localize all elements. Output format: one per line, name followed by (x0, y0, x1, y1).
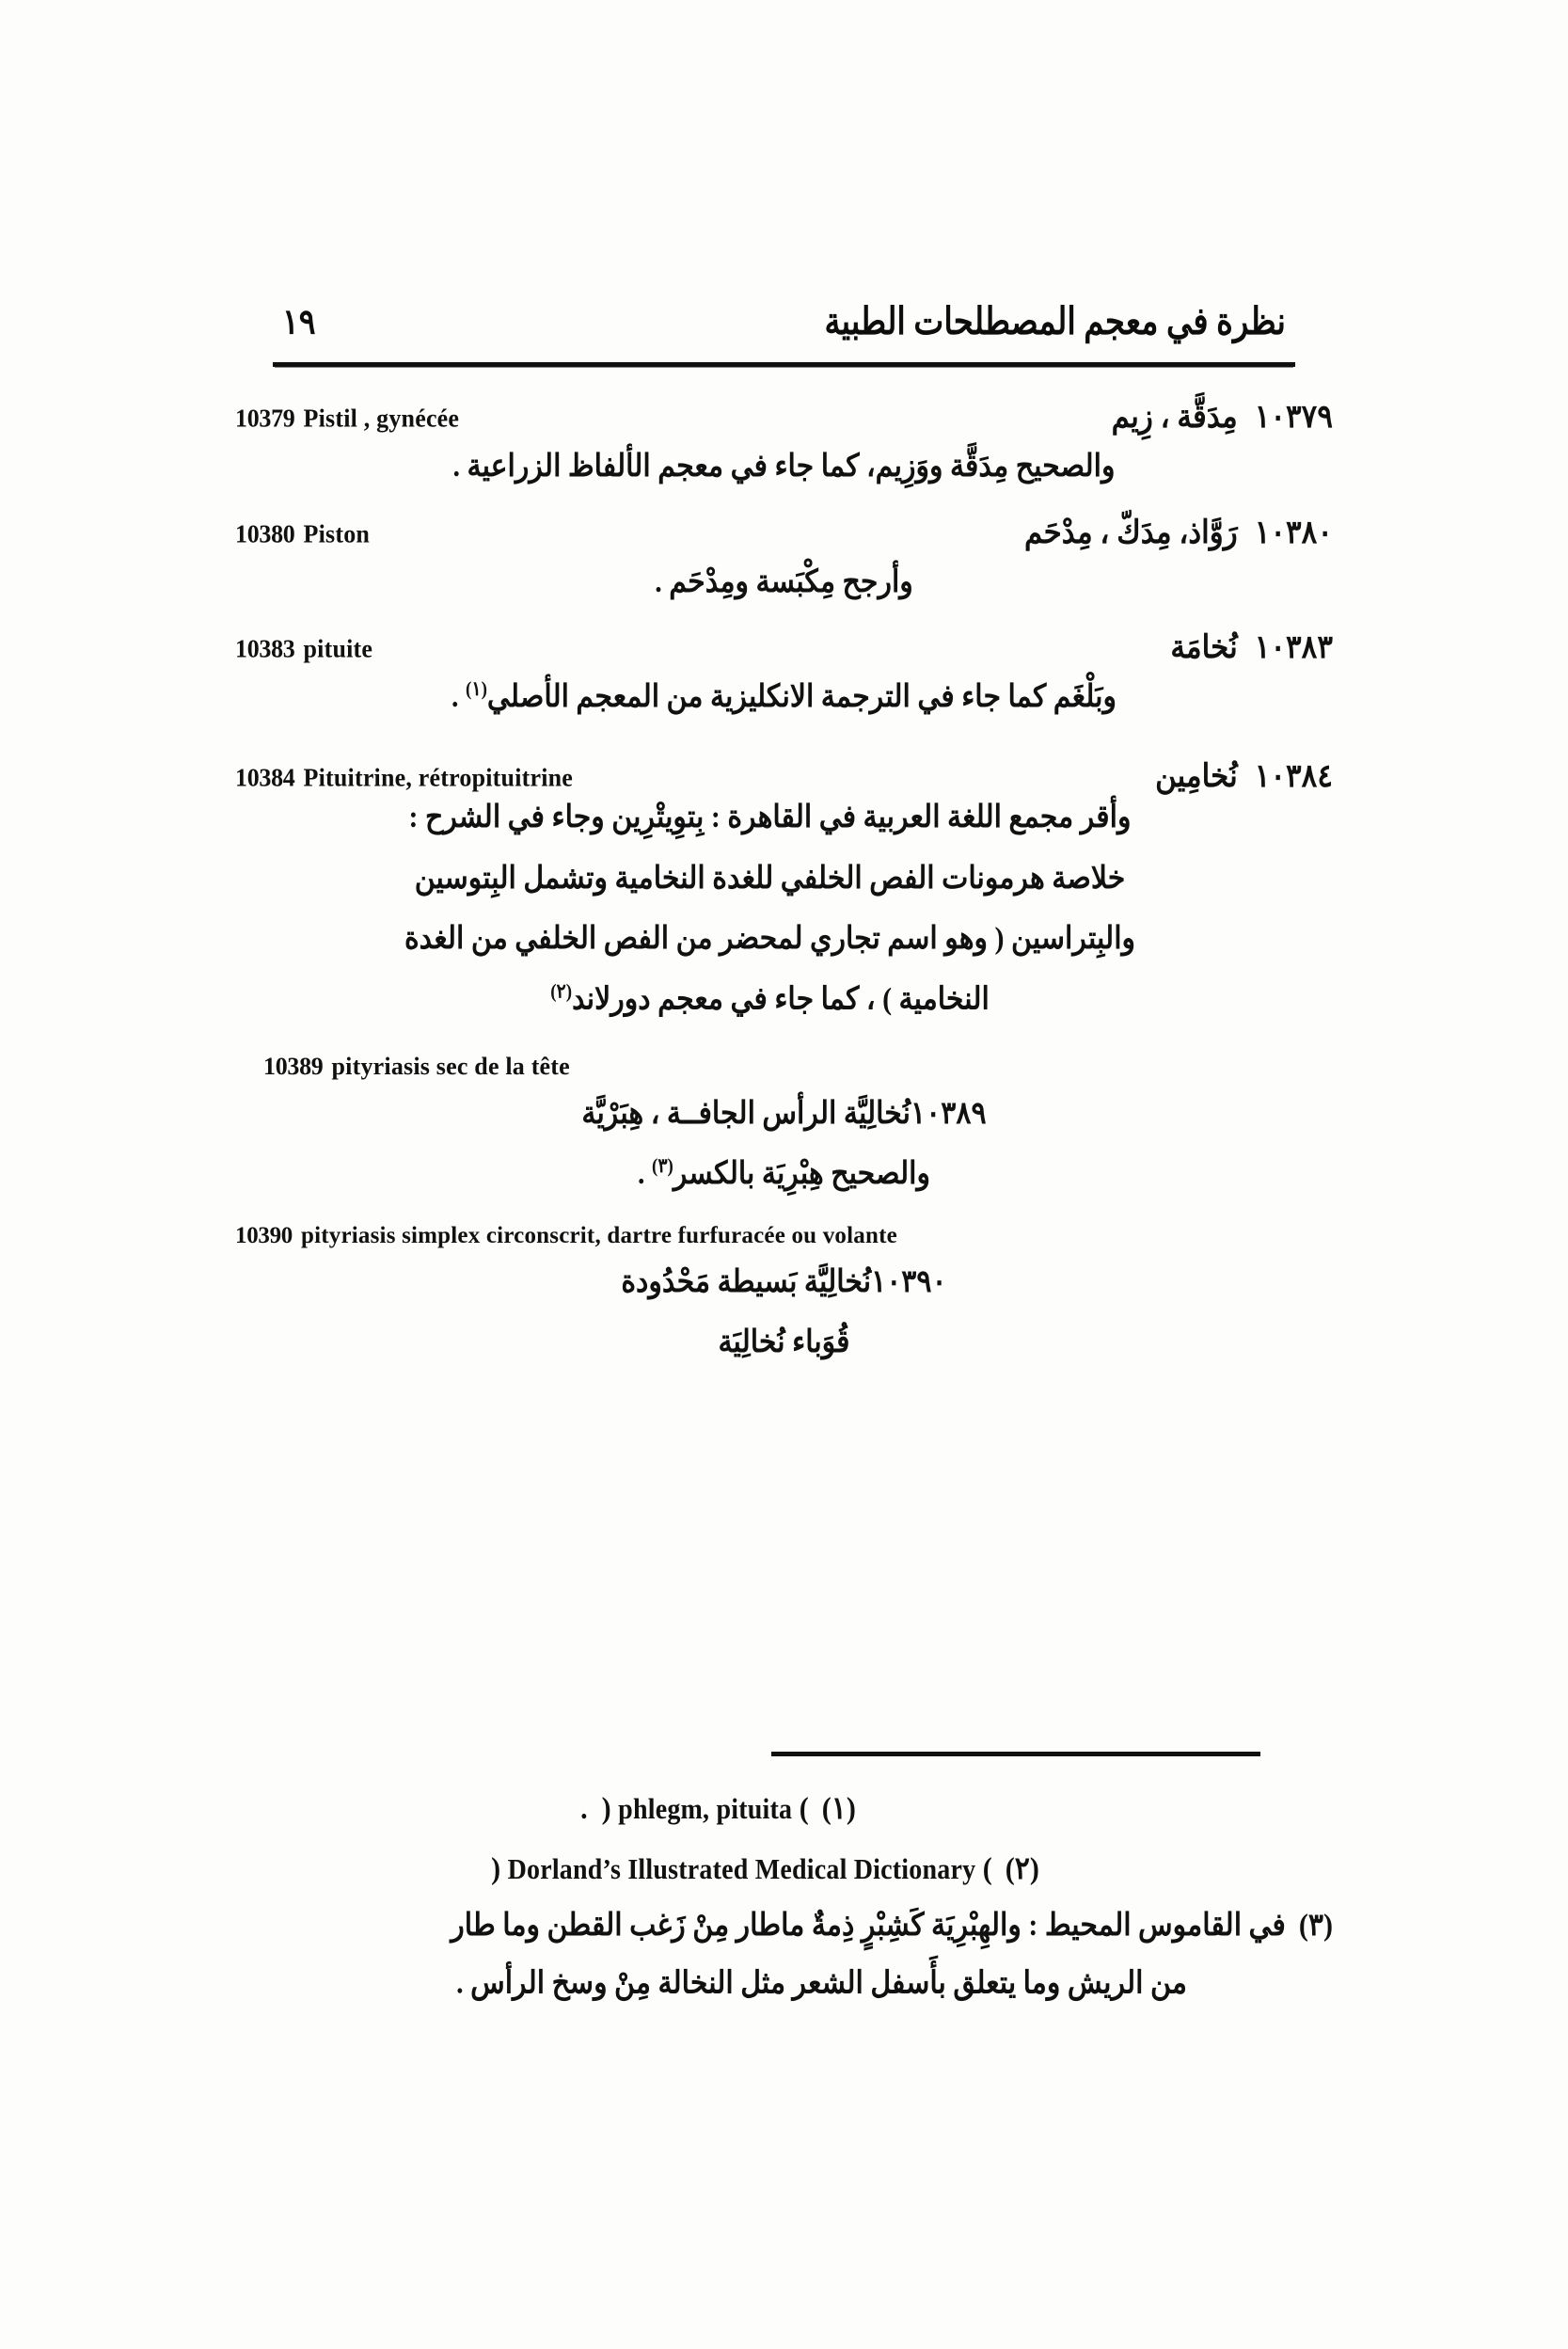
entry-headword-row (235, 1053, 1333, 1081)
arabic-entry-term: نُخالِيَّة بَسيطة مَحْدُودة (621, 1263, 872, 1299)
footnote-paren-open: ) (982, 1850, 992, 1886)
arabic-headword (1170, 628, 1333, 666)
arabic-entry-term: نُخامِين (1155, 756, 1238, 794)
footnotes-container (235, 1783, 1333, 2014)
footnote-latin-text: phlegm, pituita (618, 1793, 793, 1826)
arabic-entry-term: مِدَقَّة ، زِيم (1111, 398, 1238, 435)
latin-entry-term: pituite (303, 634, 373, 663)
entry-note (235, 787, 1333, 1029)
entry-note-line: وأقر مجمع اللغة العربية في القاهرة : بِتوِيتْرِين وجاء في الشرح : (408, 800, 1132, 834)
arabic-entry-term: نُخالِيَّة الرأس الجافــة ، هِبَرْيَّة (581, 1095, 911, 1131)
entry-headword-row (235, 513, 1333, 550)
latin-entry-term: pityriasis simplex circonscrit, dartre furfuracée ou volante (301, 1222, 897, 1248)
footnote-paren-close: ( (601, 1791, 611, 1826)
latin-headword (263, 1053, 570, 1080)
entry-note-line-last (348, 969, 1192, 1029)
footnote-marker: (٣) (1298, 1908, 1333, 1943)
arabic-headword (1112, 398, 1333, 436)
footnote-line-1: في القاموس المحيط : والهِبْرِيَة كَشِبْرٍ ذِمةٌ ماطار مِنْ زَغب القطن وما طار (451, 1908, 1286, 1943)
latin-entry-number: 10383 (235, 634, 295, 663)
latin-entry-number: 10389 (263, 1052, 324, 1080)
entry-note: والصحيح مِدَقَّة ووَزِيم، كما جاء في معجم الألفاظ الزراعية . (452, 449, 1116, 484)
spacer (235, 500, 1333, 516)
arabic-headword-row (235, 1084, 1333, 1144)
latin-headword (235, 634, 372, 664)
footnote-ref: (١) (466, 678, 487, 701)
entry-note (235, 667, 1333, 727)
entry-note-line-text: النخامية ) ، كما جاء في معجم دورلاند (572, 981, 990, 1016)
footnote-line-2: من الريش وما يتعلق بأَسفل الشعر مثل النخالة مِنْ وسخ الرأس . (456, 1965, 1187, 2000)
footnote-ref: (٣) (651, 1155, 673, 1178)
arabic-entry-number: ١٠٣٨٠ (1254, 513, 1333, 550)
entry-10389 (235, 1053, 1333, 1202)
entry-10379 (235, 400, 1333, 495)
running-head (282, 282, 1286, 341)
entry-headword-row (235, 630, 1333, 664)
entries-container (235, 400, 1333, 1376)
arabic-headword (1024, 514, 1333, 551)
footnote-latin-text: Dorland’s Illustrated Medical Dictionary (507, 1853, 976, 1886)
latin-entry-term: Pituitrine, rétropituitrine (303, 762, 574, 792)
spacer (235, 615, 1333, 630)
entry-10380 (235, 513, 1333, 611)
entry-note (235, 1144, 1333, 1204)
entry-note-text: والصحيح هِبْرِيَة بالكسر (673, 1156, 930, 1191)
footnote-1 (235, 1780, 1333, 1837)
arabic-entry-number: ١٠٣٨٩ (911, 1095, 987, 1131)
footnote-marker: (١) (821, 1791, 856, 1826)
arabic-entry-number: ١٠٣٩٠ (871, 1263, 947, 1299)
running-head-title: نظرة في معجم المصطلحات الطبية (824, 301, 1286, 343)
entry-note: وأرجح مِكْبَسة ومِدْحَم . (655, 563, 913, 599)
footnote-tail: . (580, 1791, 588, 1826)
latin-entry-number: 10379 (235, 404, 295, 433)
entry-headword-row (235, 1223, 1333, 1249)
arabic-entry-number: ١٠٣٨٣ (1254, 628, 1333, 665)
footnote-marker: (٢) (1005, 1850, 1039, 1886)
latin-headword (235, 1223, 897, 1248)
latin-headword (235, 404, 459, 434)
spacer (235, 731, 1333, 759)
latin-entry-number: 10384 (235, 762, 295, 792)
footnote-3 (235, 1897, 1333, 2011)
entry-headword-row (235, 400, 1333, 434)
arabic-entry-number: ١٠٣٧٩ (1254, 398, 1333, 435)
arabic-entry-number: ١٠٣٨٤ (1254, 756, 1333, 794)
spacer (235, 1208, 1333, 1223)
footnote-ref: (٢) (550, 979, 573, 1003)
entry-10384 (235, 756, 1333, 1019)
arabic-entry-term-secondary: قُوَباء نُخالِيَة (718, 1325, 850, 1359)
latin-entry-number: 10390 (235, 1222, 293, 1248)
arabic-entry-term: نُخامَة (1170, 628, 1238, 665)
latin-headword (235, 519, 370, 549)
entry-note-tail: . (451, 679, 467, 714)
footnote-rule (771, 1752, 1260, 1756)
latin-entry-term: Pistil , gynécée (303, 404, 460, 433)
latin-entry-number: 10380 (235, 518, 295, 548)
header-rule (273, 362, 1295, 367)
entry-10383 (235, 630, 1333, 725)
entry-10390 (235, 1223, 1333, 1371)
arabic-entry-term: رَوَّاذ، مِدَكّ ، مِدْحَم (1024, 513, 1238, 550)
arabic-headword-row (235, 1252, 1333, 1312)
footnote-paren-open: ) (799, 1791, 809, 1826)
latin-entry-term: Piston (303, 518, 371, 548)
page-number: ١٩ (282, 303, 316, 342)
footnote-paren-close: ( (491, 1850, 501, 1886)
latin-entry-term: pityriasis sec de la tête (331, 1052, 570, 1080)
entry-note-text: وبَلْغَم كما جاء في الترجمة الانكليزية من المعجم الأصلي (486, 679, 1117, 714)
entry-note-line: خلاصة هرمونات الفص الخلفي للغدة النخامية وتشمل البِتوسين (414, 860, 1126, 895)
footnote-2 (235, 1840, 1333, 1897)
entry-note-line: والبِتراسين ( وهو اسم تجاري لمحضر من الفص الخلفي من الغدة (404, 920, 1136, 955)
entry-note-tail: . (637, 1156, 652, 1191)
